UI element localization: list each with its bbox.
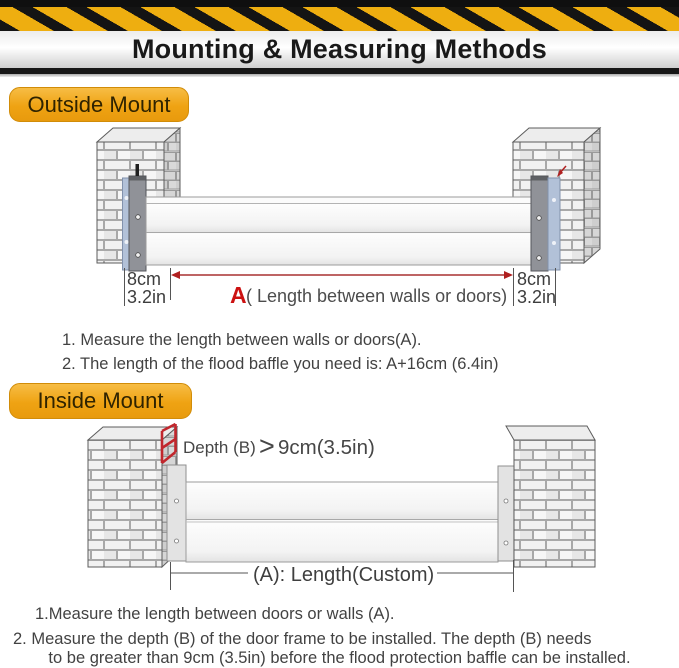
length-caption: (A): Length(Custom) bbox=[253, 564, 435, 586]
inside-step-2-line1: 2. Measure the depth (B) of the door frame to be installed. The depth (B) needs bbox=[13, 630, 592, 648]
inside-step-2-line2: to be greater than 9cm (3.5in) before the flood protection baffle can be installed. bbox=[48, 649, 631, 667]
seal-dot bbox=[125, 240, 129, 244]
outside-left-bracket bbox=[123, 164, 147, 271]
pillar-side-face bbox=[584, 128, 600, 263]
outside-flood-baffle bbox=[146, 197, 531, 265]
dim-arrowhead-left-icon bbox=[171, 271, 180, 279]
screw-hole bbox=[504, 541, 508, 545]
inside-mount-label bbox=[9, 383, 192, 419]
right-width-imperial: 3.2in bbox=[517, 287, 557, 307]
outside-step-2: 2. The length of the flood baffle you need is: A+16cm (6.4in) bbox=[62, 355, 499, 373]
inside-mount-diagram bbox=[0, 418, 679, 598]
dim-caption: ( Length between walls or doors) bbox=[246, 286, 508, 306]
inside-right-pillar bbox=[506, 426, 595, 567]
pillar-front-face bbox=[88, 440, 162, 567]
baffle-board-top bbox=[147, 204, 531, 232]
bracket-cap bbox=[532, 177, 548, 181]
right-width-metric: 8cm bbox=[517, 269, 552, 289]
depth-value: 9cm(3.5in) bbox=[278, 436, 375, 459]
screw-hole bbox=[136, 215, 141, 220]
baffle-board-bottom bbox=[147, 234, 531, 265]
inside-mount-label-text: Inside Mount bbox=[37, 388, 164, 413]
seal-dot bbox=[552, 198, 556, 202]
bracket-rail bbox=[498, 466, 514, 561]
screw-hole bbox=[537, 216, 542, 221]
screw-hole bbox=[504, 499, 508, 503]
left-width-metric: 8cm bbox=[127, 269, 162, 289]
dim-arrowhead-right-icon bbox=[504, 271, 513, 279]
greater-than-sign: > bbox=[259, 431, 275, 461]
inside-flood-baffle bbox=[186, 482, 498, 562]
baffle-board-top bbox=[187, 483, 498, 520]
dim-letter-a: A bbox=[230, 282, 247, 308]
inside-left-bracket bbox=[167, 465, 186, 561]
outside-step-1: 1. Measure the length between walls or doors(A). bbox=[62, 331, 422, 349]
seal-dot bbox=[125, 196, 129, 200]
depth-annotation bbox=[183, 431, 375, 461]
outside-dimensions bbox=[125, 268, 557, 308]
banner-shadow bbox=[0, 74, 679, 77]
screw-hole bbox=[175, 539, 179, 543]
pillar-front-face bbox=[514, 440, 595, 567]
depth-label: Depth (B) bbox=[183, 438, 256, 457]
left-width-imperial: 3.2in bbox=[127, 287, 167, 307]
baffle-board-bottom bbox=[187, 522, 498, 562]
screw-hole bbox=[537, 256, 542, 261]
outside-mount-diagram bbox=[0, 125, 679, 325]
outside-mount-label-text: Outside Mount bbox=[27, 91, 171, 117]
hazard-stripe-band bbox=[0, 0, 679, 31]
inside-right-bracket bbox=[498, 466, 514, 561]
pillar-top-face bbox=[506, 426, 595, 440]
seal-dot bbox=[552, 241, 556, 245]
bracket-seal-strip bbox=[548, 178, 560, 270]
bracket-rail bbox=[167, 465, 186, 561]
page-title: Mounting & Measuring Methods bbox=[131, 34, 548, 64]
screw-hole bbox=[175, 499, 179, 503]
bracket-cap bbox=[130, 177, 146, 181]
outside-mount-label bbox=[9, 87, 189, 122]
anchor-pin bbox=[136, 164, 140, 176]
screw-hole bbox=[136, 253, 141, 258]
title-banner bbox=[0, 31, 679, 68]
inside-step-1: 1.Measure the length between doors or walls (A). bbox=[35, 605, 395, 623]
